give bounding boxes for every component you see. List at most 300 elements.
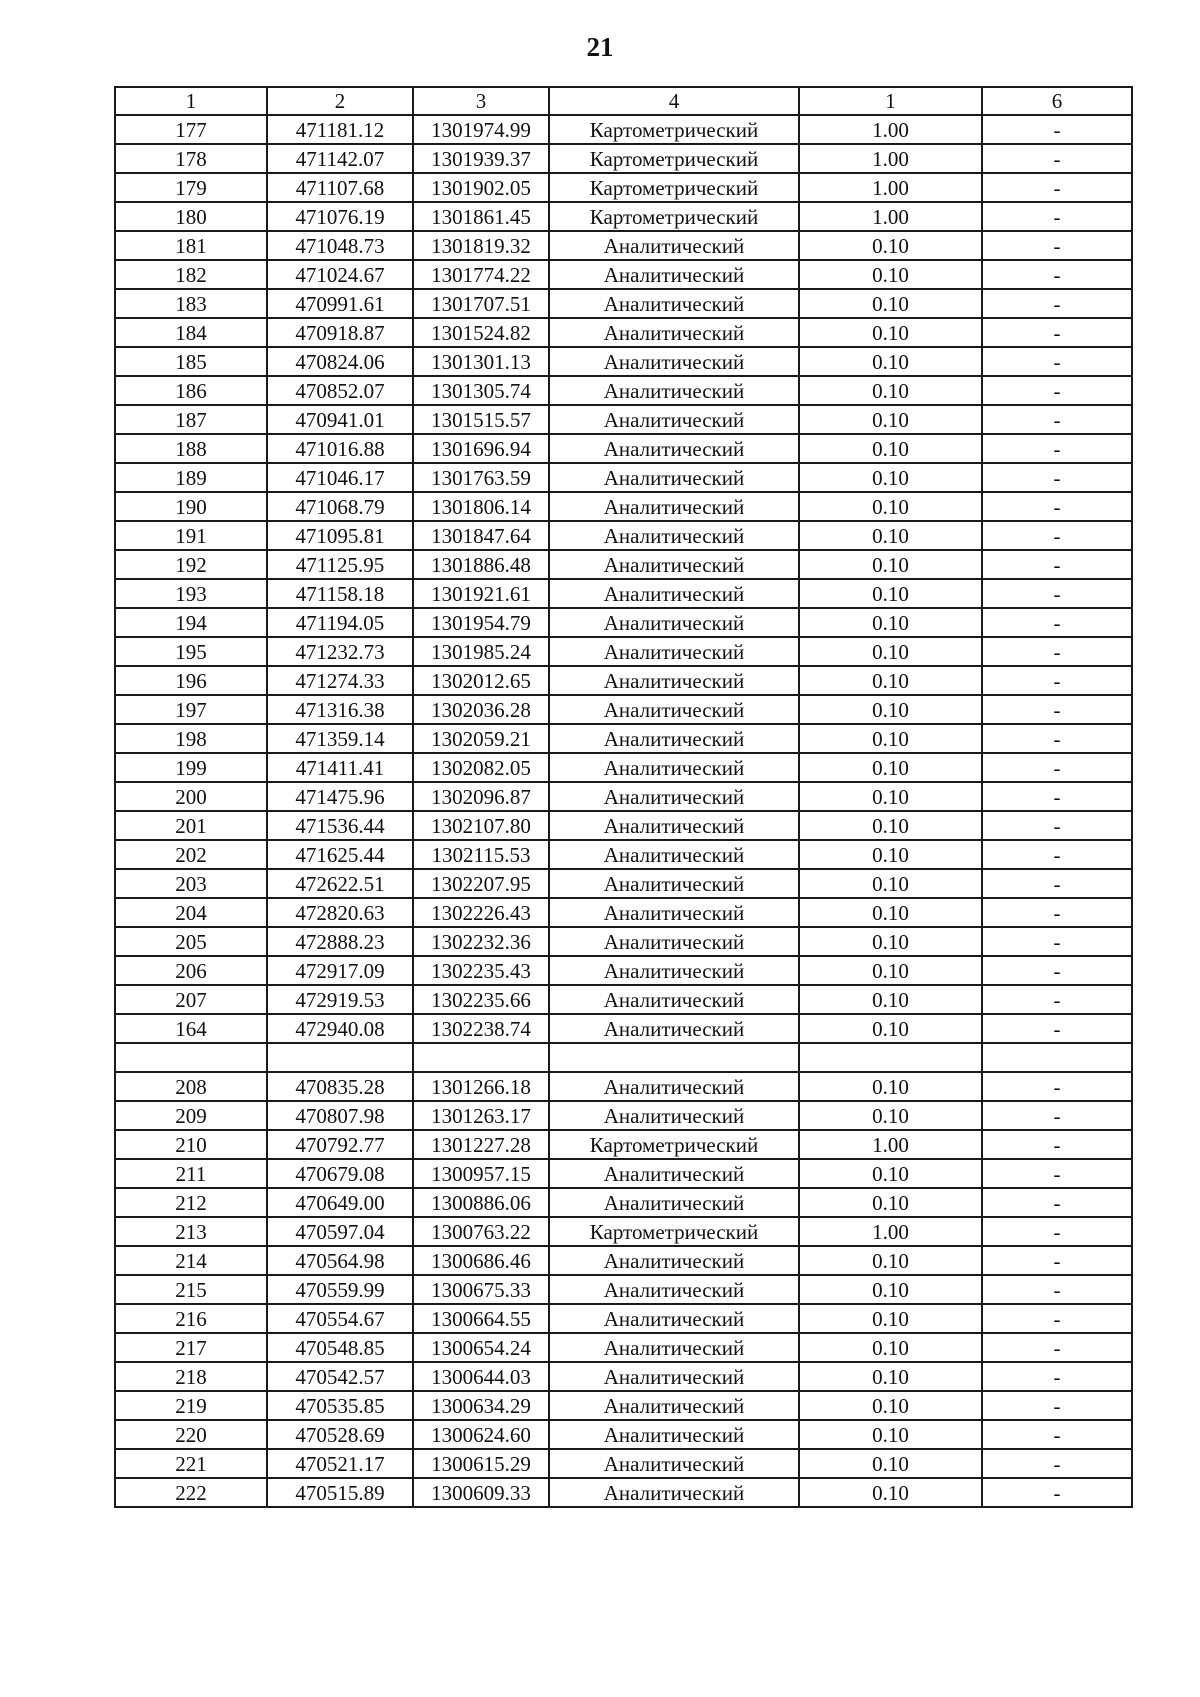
method-cell: Аналитический [549,956,799,985]
x-coordinate-cell: 470941.01 [267,405,413,434]
method-cell: Картометрический [549,173,799,202]
method-cell: Аналитический [549,579,799,608]
note-cell: - [982,550,1132,579]
method-cell: Аналитический [549,1072,799,1101]
point-number-cell: 164 [115,1014,267,1043]
accuracy-cell: 0.10 [799,608,982,637]
x-coordinate-cell: 471048.73 [267,231,413,260]
accuracy-cell: 0.10 [799,637,982,666]
accuracy-cell: 0.10 [799,1449,982,1478]
method-cell: Аналитический [549,666,799,695]
point-number-cell: 222 [115,1478,267,1507]
x-coordinate-cell: 470807.98 [267,1101,413,1130]
x-coordinate-cell: 470528.69 [267,1420,413,1449]
y-coordinate-cell: 1300686.46 [413,1246,549,1275]
note-cell: - [982,782,1132,811]
table-row [115,927,1132,956]
table-row [115,115,1132,144]
accuracy-cell: 0.10 [799,1420,982,1449]
point-number-cell: 205 [115,927,267,956]
method-cell: Картометрический [549,115,799,144]
y-coordinate-cell: 1301266.18 [413,1072,549,1101]
table-row [115,260,1132,289]
y-coordinate-cell: 1300957.15 [413,1159,549,1188]
table-row [115,463,1132,492]
y-coordinate-cell: 1302115.53 [413,840,549,869]
note-cell: - [982,1449,1132,1478]
table-row [115,318,1132,347]
method-cell: Аналитический [549,347,799,376]
x-coordinate-cell: 471076.19 [267,202,413,231]
y-coordinate-cell: 1301707.51 [413,289,549,318]
table-row [115,144,1132,173]
x-coordinate-cell: 471024.67 [267,260,413,289]
x-coordinate-cell: 470679.08 [267,1159,413,1188]
accuracy-cell: 0.10 [799,376,982,405]
point-number-cell: 216 [115,1304,267,1333]
accuracy-cell: 0.10 [799,1304,982,1333]
y-coordinate-cell: 1300675.33 [413,1275,549,1304]
point-number-cell: 195 [115,637,267,666]
note-cell: - [982,1188,1132,1217]
table-row [115,579,1132,608]
method-cell: Аналитический [549,608,799,637]
point-number-cell: 182 [115,260,267,289]
table-row [115,1101,1132,1130]
x-coordinate-cell: 470649.00 [267,1188,413,1217]
point-number-cell: 218 [115,1362,267,1391]
method-cell: Аналитический [549,840,799,869]
x-coordinate-cell: 471232.73 [267,637,413,666]
x-coordinate-cell: 470792.77 [267,1130,413,1159]
y-coordinate-cell: 1302232.36 [413,927,549,956]
y-coordinate-cell: 1300615.29 [413,1449,549,1478]
accuracy-cell: 0.10 [799,463,982,492]
note-cell: - [982,956,1132,985]
table-row [115,1246,1132,1275]
table-row [115,1014,1132,1043]
accuracy-cell: 0.10 [799,318,982,347]
x-coordinate-cell: 470515.89 [267,1478,413,1507]
method-cell: Аналитический [549,1362,799,1391]
point-number-cell: 210 [115,1130,267,1159]
note-cell: - [982,463,1132,492]
accuracy-cell: 1.00 [799,202,982,231]
x-coordinate-cell: 472888.23 [267,927,413,956]
note-cell: - [982,231,1132,260]
accuracy-cell: 0.10 [799,927,982,956]
method-cell: Аналитический [549,782,799,811]
note-cell: - [982,318,1132,347]
x-coordinate-cell: 471411.41 [267,753,413,782]
note-cell: - [982,347,1132,376]
y-coordinate-cell: 1301806.14 [413,492,549,521]
y-coordinate-cell: 1301301.13 [413,347,549,376]
x-coordinate-cell: 471125.95 [267,550,413,579]
coordinates-table [114,86,1133,1508]
method-cell: Аналитический [549,1420,799,1449]
table-row [115,666,1132,695]
accuracy-cell: 1.00 [799,115,982,144]
note-cell: - [982,260,1132,289]
method-cell: Аналитический [549,521,799,550]
x-coordinate-cell: 472622.51 [267,869,413,898]
x-coordinate-cell: 470542.57 [267,1362,413,1391]
x-coordinate-cell: 470548.85 [267,1333,413,1362]
accuracy-cell: 0.10 [799,521,982,550]
accuracy-cell: 0.10 [799,579,982,608]
y-coordinate-cell: 1302082.05 [413,753,549,782]
accuracy-cell: 1.00 [799,173,982,202]
method-cell [549,1043,799,1072]
point-number-cell: 181 [115,231,267,260]
accuracy-cell: 0.10 [799,289,982,318]
table-row [115,289,1132,318]
table-row [115,405,1132,434]
note-cell: - [982,695,1132,724]
x-coordinate-cell: 471625.44 [267,840,413,869]
y-coordinate-cell [413,1043,549,1072]
point-number-cell: 212 [115,1188,267,1217]
method-cell: Аналитический [549,985,799,1014]
method-cell: Аналитический [549,550,799,579]
note-cell: - [982,434,1132,463]
note-cell: - [982,521,1132,550]
x-coordinate-cell: 471194.05 [267,608,413,637]
note-cell: - [982,579,1132,608]
accuracy-cell: 0.10 [799,1333,982,1362]
point-number-cell: 217 [115,1333,267,1362]
point-number-cell: 215 [115,1275,267,1304]
x-coordinate-cell: 472940.08 [267,1014,413,1043]
method-cell: Аналитический [549,405,799,434]
x-coordinate-cell [267,1043,413,1072]
method-cell: Аналитический [549,753,799,782]
table-row [115,1043,1132,1072]
accuracy-cell: 0.10 [799,405,982,434]
note-cell: - [982,811,1132,840]
note-cell: - [982,898,1132,927]
point-number-cell: 208 [115,1072,267,1101]
note-cell: - [982,1362,1132,1391]
method-cell: Аналитический [549,376,799,405]
x-coordinate-cell: 471536.44 [267,811,413,840]
y-coordinate-cell: 1301974.99 [413,115,549,144]
point-number-cell: 187 [115,405,267,434]
y-coordinate-cell: 1300886.06 [413,1188,549,1217]
page-number: 21 [586,32,614,62]
note-cell: - [982,608,1132,637]
method-cell: Аналитический [549,1014,799,1043]
note-cell: - [982,1420,1132,1449]
point-number-cell: 213 [115,1217,267,1246]
x-coordinate-cell: 470852.07 [267,376,413,405]
accuracy-cell: 0.10 [799,550,982,579]
point-number-cell: 188 [115,434,267,463]
table-row [115,1420,1132,1449]
x-coordinate-cell: 471095.81 [267,521,413,550]
table-row [115,1159,1132,1188]
table-row [115,956,1132,985]
method-cell: Аналитический [549,1391,799,1420]
note-cell: - [982,753,1132,782]
point-number-cell: 192 [115,550,267,579]
y-coordinate-cell: 1301515.57 [413,405,549,434]
method-cell: Аналитический [549,1478,799,1507]
method-cell: Аналитический [549,1101,799,1130]
note-cell: - [982,1101,1132,1130]
table-row [115,231,1132,260]
y-coordinate-cell: 1300654.24 [413,1333,549,1362]
accuracy-cell: 0.10 [799,1275,982,1304]
table-row [115,869,1132,898]
y-coordinate-cell: 1302096.87 [413,782,549,811]
header-col-method: 4 [549,87,799,115]
accuracy-cell: 0.10 [799,347,982,376]
y-coordinate-cell: 1302207.95 [413,869,549,898]
x-coordinate-cell: 471475.96 [267,782,413,811]
table-row [115,1391,1132,1420]
y-coordinate-cell: 1300624.60 [413,1420,549,1449]
y-coordinate-cell: 1301985.24 [413,637,549,666]
y-coordinate-cell: 1300634.29 [413,1391,549,1420]
point-number-cell: 199 [115,753,267,782]
y-coordinate-cell: 1301847.64 [413,521,549,550]
method-cell: Аналитический [549,637,799,666]
table-row [115,1449,1132,1478]
note-cell: - [982,666,1132,695]
y-coordinate-cell: 1301524.82 [413,318,549,347]
method-cell: Аналитический [549,1188,799,1217]
table-row [115,376,1132,405]
y-coordinate-cell: 1301921.61 [413,579,549,608]
note-cell: - [982,492,1132,521]
table-row [115,202,1132,231]
accuracy-cell: 0.10 [799,1101,982,1130]
note-cell: - [982,1072,1132,1101]
accuracy-cell: 0.10 [799,1188,982,1217]
point-number-cell: 209 [115,1101,267,1130]
accuracy-cell: 0.10 [799,724,982,753]
note-cell: - [982,376,1132,405]
method-cell: Аналитический [549,289,799,318]
header-col-accuracy: 1 [799,87,982,115]
point-number-cell: 193 [115,579,267,608]
point-number-cell: 219 [115,1391,267,1420]
table-row [115,550,1132,579]
note-cell: - [982,1246,1132,1275]
point-number-cell: 190 [115,492,267,521]
note-cell: - [982,724,1132,753]
table-row [115,173,1132,202]
note-cell: - [982,202,1132,231]
method-cell: Аналитический [549,231,799,260]
accuracy-cell [799,1043,982,1072]
accuracy-cell: 1.00 [799,1217,982,1246]
note-cell: - [982,115,1132,144]
table-row [115,608,1132,637]
y-coordinate-cell: 1300763.22 [413,1217,549,1246]
method-cell: Аналитический [549,1449,799,1478]
y-coordinate-cell: 1301227.28 [413,1130,549,1159]
accuracy-cell: 0.10 [799,434,982,463]
table-row [115,724,1132,753]
method-cell: Аналитический [549,1275,799,1304]
note-cell: - [982,985,1132,1014]
y-coordinate-cell: 1300609.33 [413,1478,549,1507]
point-number-cell: 220 [115,1420,267,1449]
table-row [115,1275,1132,1304]
note-cell: - [982,1333,1132,1362]
y-coordinate-cell: 1301939.37 [413,144,549,173]
x-coordinate-cell: 471046.17 [267,463,413,492]
note-cell: - [982,173,1132,202]
table-row [115,753,1132,782]
table-row [115,637,1132,666]
table-body [115,115,1132,1507]
y-coordinate-cell: 1302238.74 [413,1014,549,1043]
x-coordinate-cell: 470535.85 [267,1391,413,1420]
note-cell [982,1043,1132,1072]
x-coordinate-cell: 471181.12 [267,115,413,144]
point-number-cell: 200 [115,782,267,811]
y-coordinate-cell: 1301954.79 [413,608,549,637]
table-row [115,1217,1132,1246]
method-cell: Аналитический [549,898,799,927]
x-coordinate-cell: 470564.98 [267,1246,413,1275]
y-coordinate-cell: 1301305.74 [413,376,549,405]
x-coordinate-cell: 470824.06 [267,347,413,376]
accuracy-cell: 1.00 [799,144,982,173]
x-coordinate-cell: 470597.04 [267,1217,413,1246]
y-coordinate-cell: 1301263.17 [413,1101,549,1130]
accuracy-cell: 0.10 [799,695,982,724]
point-number-cell: 183 [115,289,267,318]
y-coordinate-cell: 1302036.28 [413,695,549,724]
accuracy-cell: 0.10 [799,956,982,985]
y-coordinate-cell: 1301886.48 [413,550,549,579]
table-row [115,695,1132,724]
table-row [115,434,1132,463]
accuracy-cell: 0.10 [799,811,982,840]
x-coordinate-cell: 471359.14 [267,724,413,753]
note-cell: - [982,1478,1132,1507]
note-cell: - [982,289,1132,318]
note-cell: - [982,405,1132,434]
method-cell: Аналитический [549,1333,799,1362]
accuracy-cell: 1.00 [799,1130,982,1159]
point-number-cell: 191 [115,521,267,550]
table-row [115,1362,1132,1391]
accuracy-cell: 0.10 [799,869,982,898]
header-col-point-number: 1 [115,87,267,115]
x-coordinate-cell: 470559.99 [267,1275,413,1304]
point-number-cell: 198 [115,724,267,753]
x-coordinate-cell: 471016.88 [267,434,413,463]
table-row [115,1188,1132,1217]
note-cell: - [982,1217,1132,1246]
x-coordinate-cell: 471068.79 [267,492,413,521]
method-cell: Аналитический [549,1304,799,1333]
point-number-cell: 204 [115,898,267,927]
y-coordinate-cell: 1302107.80 [413,811,549,840]
method-cell: Аналитический [549,260,799,289]
table-row [115,898,1132,927]
y-coordinate-cell: 1301861.45 [413,202,549,231]
method-cell: Картометрический [549,144,799,173]
point-number-cell: 178 [115,144,267,173]
method-cell: Аналитический [549,492,799,521]
table-row [115,521,1132,550]
point-number-cell: 180 [115,202,267,231]
note-cell: - [982,1275,1132,1304]
table-row [115,1333,1132,1362]
method-cell: Аналитический [549,1159,799,1188]
x-coordinate-cell: 470521.17 [267,1449,413,1478]
accuracy-cell: 0.10 [799,231,982,260]
y-coordinate-cell: 1302235.66 [413,985,549,1014]
y-coordinate-cell: 1301696.94 [413,434,549,463]
x-coordinate-cell: 470918.87 [267,318,413,347]
point-number-cell: 184 [115,318,267,347]
point-number-cell: 207 [115,985,267,1014]
accuracy-cell: 0.10 [799,985,982,1014]
accuracy-cell: 0.10 [799,1072,982,1101]
method-cell: Аналитический [549,695,799,724]
accuracy-cell: 0.10 [799,840,982,869]
accuracy-cell: 0.10 [799,492,982,521]
point-number-cell: 186 [115,376,267,405]
x-coordinate-cell: 471142.07 [267,144,413,173]
accuracy-cell: 0.10 [799,898,982,927]
y-coordinate-cell: 1300644.03 [413,1362,549,1391]
point-number-cell: 206 [115,956,267,985]
method-cell: Картометрический [549,202,799,231]
point-number-cell: 201 [115,811,267,840]
accuracy-cell: 0.10 [799,1391,982,1420]
x-coordinate-cell: 470835.28 [267,1072,413,1101]
point-number-cell: 196 [115,666,267,695]
table-row [115,840,1132,869]
point-number-cell: 177 [115,115,267,144]
note-cell: - [982,869,1132,898]
accuracy-cell: 0.10 [799,1014,982,1043]
point-number-cell [115,1043,267,1072]
x-coordinate-cell: 472820.63 [267,898,413,927]
accuracy-cell: 0.10 [799,753,982,782]
point-number-cell: 189 [115,463,267,492]
x-coordinate-cell: 470991.61 [267,289,413,318]
note-cell: - [982,637,1132,666]
x-coordinate-cell: 470554.67 [267,1304,413,1333]
note-cell: - [982,1130,1132,1159]
y-coordinate-cell: 1302235.43 [413,956,549,985]
accuracy-cell: 0.10 [799,1246,982,1275]
accuracy-cell: 0.10 [799,782,982,811]
method-cell: Картометрический [549,1217,799,1246]
method-cell: Аналитический [549,869,799,898]
y-coordinate-cell: 1301902.05 [413,173,549,202]
point-number-cell: 197 [115,695,267,724]
note-cell: - [982,1304,1132,1333]
method-cell: Аналитический [549,434,799,463]
method-cell: Аналитический [549,927,799,956]
point-number-cell: 214 [115,1246,267,1275]
note-cell: - [982,1391,1132,1420]
accuracy-cell: 0.10 [799,1362,982,1391]
accuracy-cell: 0.10 [799,1159,982,1188]
x-coordinate-cell: 471274.33 [267,666,413,695]
